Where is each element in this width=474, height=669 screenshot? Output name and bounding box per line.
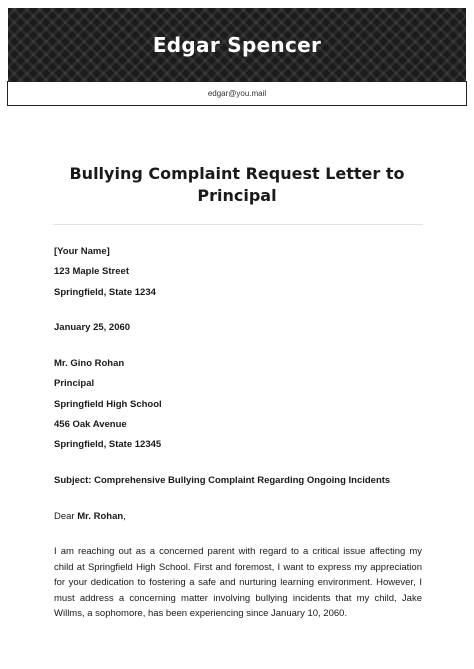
recipient-title: Principal xyxy=(54,378,95,389)
document-title: Bullying Complaint Request Letter to Principal xyxy=(69,164,405,205)
recipient-city-state: Springfield, State 12345 xyxy=(54,439,162,450)
letterhead-contact-bar xyxy=(7,81,467,106)
recipient-school: Springfield High School xyxy=(54,399,162,410)
recipient-name: Mr. Gino Rohan xyxy=(54,358,125,369)
title-divider xyxy=(53,224,423,225)
letter-date: January 25, 2060 xyxy=(54,322,131,333)
letterhead-name: Edgar Spencer xyxy=(152,33,322,57)
sender-city-state: Springfield, State 1234 xyxy=(54,287,156,298)
sender-name: [Your Name] xyxy=(54,246,110,257)
salutation-suffix: , xyxy=(123,511,126,522)
salutation xyxy=(54,511,126,523)
body-paragraph: I am reaching out as a concerned parent with regard to a critical issue affecting my child at Springfield High School. First and foremost, I want to express my appreciation for your dedication to fostering a safe and nurturing learning environment. However, I must address a concerning matter involving bullying incidents that my child, Jake Willms, a sophomore, has been experiencing since January 10, 2060. xyxy=(54,546,422,619)
letter-subject: Subject: Comprehensive Bullying Complaint Regarding Ongoing Incidents xyxy=(54,475,391,486)
salutation-prefix: Dear xyxy=(54,511,78,522)
recipient-street: 456 Oak Avenue xyxy=(54,419,127,430)
sender-street: 123 Maple Street xyxy=(54,266,129,277)
letterhead-email: edgar@you.mail xyxy=(207,88,267,98)
salutation-name: Mr. Rohan xyxy=(77,511,124,522)
letterhead-banner xyxy=(8,8,466,82)
